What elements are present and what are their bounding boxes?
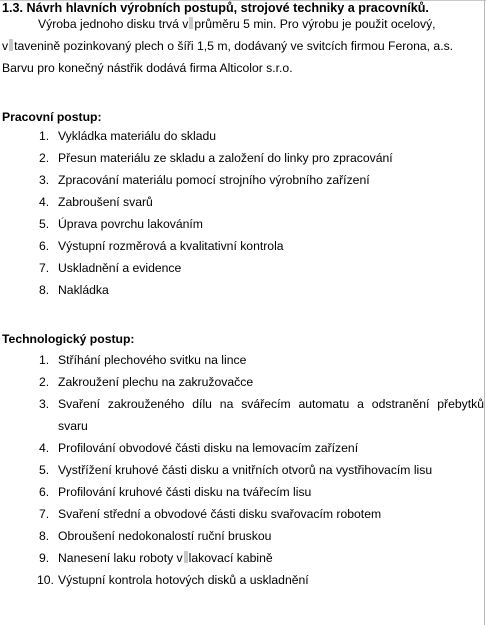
item-number: 9.: [39, 551, 50, 565]
list-item: [0, 257, 486, 279]
list-item: [0, 279, 486, 301]
list-item: [0, 191, 486, 213]
item-text: Obroušení nedokonalostí ruční bruskou: [58, 529, 272, 543]
intro-line-1-text-b: průměru 5 min. Pro výrobu je použit ocelový,: [194, 17, 436, 31]
work-procedure-title: Pracovní postup:: [2, 110, 102, 124]
item-number: 2.: [39, 375, 50, 389]
list-item: [0, 503, 486, 525]
section-heading: 1.3. Návrh hlavních výrobních postupů, strojové techniky a pracovníků.: [2, 1, 429, 15]
item-text: [58, 547, 273, 569]
item-text: Úprava povrchu lakováním: [58, 217, 203, 231]
intro-line-2: [2, 35, 484, 57]
item-text-continuation: svaru: [58, 419, 88, 433]
item-number: 4.: [39, 441, 50, 455]
list-item: [0, 525, 486, 547]
list-item: [0, 459, 486, 481]
item-text: Vystřížení kruhové části disku a vnitřních otvorů na vystřihovacím lisu: [58, 463, 433, 477]
hidden-char-marker: [189, 17, 193, 29]
item-number: 3.: [39, 397, 50, 411]
tech-procedure-list: [0, 349, 486, 591]
item-text: Zakroužení plechu na zakružovačce: [58, 375, 254, 389]
item-number: 6.: [39, 485, 50, 499]
item-text: Profilování obvodové části disku na lemovacím zařízení: [58, 441, 359, 455]
list-item: [0, 437, 486, 459]
item-number: 6.: [39, 239, 50, 253]
item-number: 5.: [39, 463, 50, 477]
item-text-b: lakovací kabině: [188, 551, 273, 565]
list-item: [0, 147, 486, 169]
item-number: 5.: [39, 217, 50, 231]
item-number: 7.: [39, 261, 50, 275]
item-text: Stříhání plechového svitku na lince: [58, 353, 247, 367]
list-item: [0, 481, 486, 503]
item-number: 2.: [39, 151, 50, 165]
item-number: 8.: [39, 529, 50, 543]
list-item: [0, 125, 486, 147]
intro-line-1: [2, 13, 484, 35]
item-number: 4.: [39, 195, 50, 209]
item-text: Uskladnění a evidence: [58, 261, 182, 275]
item-number: 10.: [37, 573, 54, 587]
item-text-a: Nanesení laku roboty v: [58, 551, 183, 565]
intro-line-3: Barvu pro konečný nástřik dodává firma Alticolor s.r.o.: [2, 61, 293, 75]
intro-line-2-text-a: v: [2, 39, 9, 53]
item-number: 1.: [39, 353, 50, 367]
item-text: Svaření zakrouženého dílu na svářecím automatu a odstranění přebytků: [58, 397, 484, 411]
item-text: Přesun materiálu ze skladu a založení do linky pro zpracování: [58, 151, 393, 165]
list-item: [0, 371, 486, 393]
list-item: [0, 235, 486, 257]
list-item: [0, 547, 486, 569]
item-text: Nakládka: [58, 283, 109, 297]
list-item: [0, 169, 486, 191]
item-text: Zabroušení svarů: [58, 195, 153, 209]
item-number: 1.: [39, 129, 50, 143]
item-number: 8.: [39, 283, 50, 297]
work-procedure-list: [0, 125, 486, 301]
item-number: 3.: [39, 173, 50, 187]
item-text: Vykládka materiálu do skladu: [58, 129, 217, 143]
hidden-char-marker: [184, 551, 188, 563]
hidden-char-marker: [9, 39, 13, 51]
list-item: [0, 569, 486, 591]
tech-procedure-title: Technologický postup:: [2, 332, 135, 346]
list-item: [0, 349, 486, 371]
item-text: Výstupní rozměrová a kvalitativní kontrola: [58, 239, 284, 253]
list-item: [0, 213, 486, 235]
intro-line-2-text-b: tavenině pozinkovaný plech o šíři 1,5 m, dodávaný ve svitcích firmou Ferona, a.s.: [14, 39, 454, 53]
item-text: Svaření střední a obvodové části disku svařovacím robotem: [58, 507, 382, 521]
item-text: Profilování kruhové části disku na tvářecím lisu: [58, 485, 312, 499]
item-text: Zpracování materiálu pomocí strojního výrobního zařízení: [58, 173, 370, 187]
intro-line-1-text-a: Výroba jednoho disku trvá v: [38, 17, 189, 31]
item-text: Výstupní kontrola hotových disků a uskladnění: [58, 573, 309, 587]
item-number: 7.: [39, 507, 50, 521]
list-item: [0, 393, 486, 437]
